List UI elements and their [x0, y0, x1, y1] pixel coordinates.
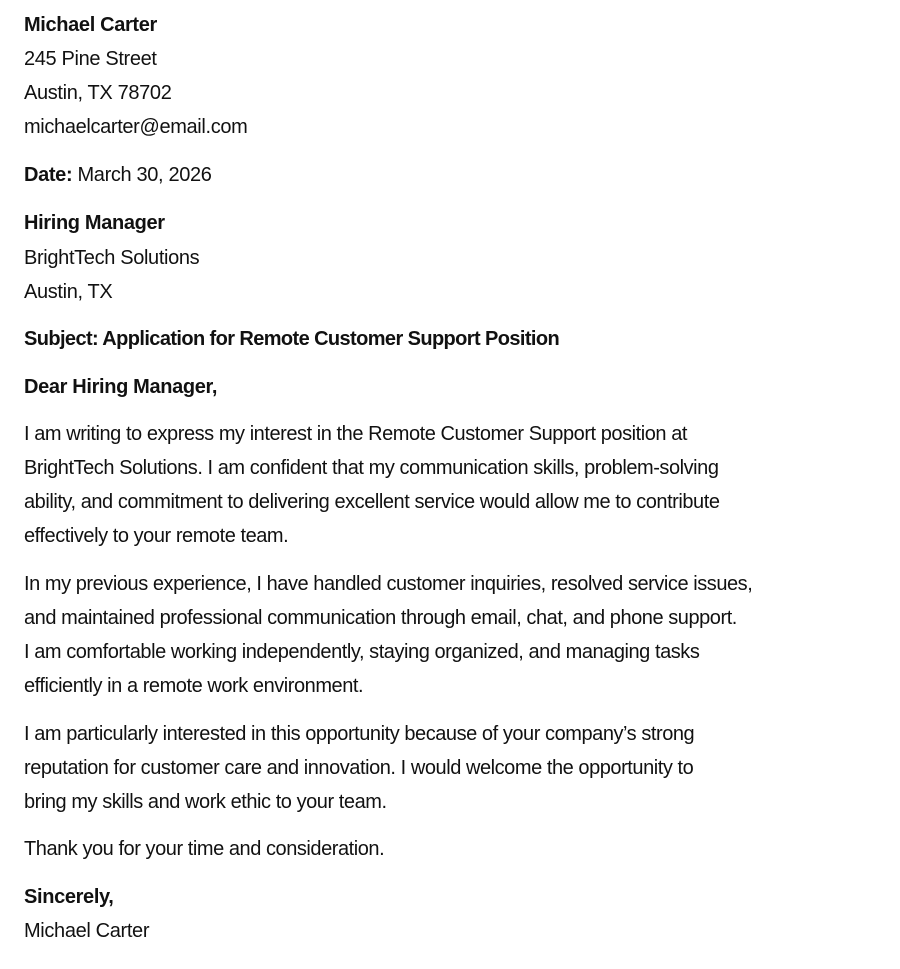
salutation: Dear Hiring Manager,	[24, 376, 218, 398]
sender-email: michaelcarter@email.com	[24, 116, 248, 138]
paragraph-line: I am writing to express my interest in the Remote Customer Support position at	[24, 423, 687, 445]
paragraph-line: effectively to your remote team.	[24, 525, 289, 547]
paragraph-line: In my previous experience, I have handled customer inquiries, resolved service issues,	[24, 573, 753, 595]
subject-line: Subject: Application for Remote Customer Support Position	[24, 328, 560, 350]
sender-city-state-zip: Austin, TX 78702	[24, 82, 172, 104]
paragraph-line: and maintained professional communication through email, chat, and phone support.	[24, 607, 737, 629]
paragraph-line: efficiently in a remote work environment.	[24, 675, 364, 697]
paragraph-line: I am comfortable working independently, staying organized, and managing tasks	[24, 641, 700, 663]
paragraph-line: bring my skills and work ethic to your team.	[24, 791, 387, 813]
date-label: Date:	[24, 164, 73, 186]
paragraph-line: Thank you for your time and consideration.	[24, 838, 385, 860]
date-line	[24, 162, 212, 188]
recipient-title: Hiring Manager	[24, 212, 165, 234]
date-value: March 30, 2026	[77, 164, 212, 186]
recipient-city-state: Austin, TX	[24, 281, 113, 303]
sender-name: Michael Carter	[24, 14, 157, 36]
paragraph-line: reputation for customer care and innovation. I would welcome the opportunity to	[24, 757, 694, 779]
closing-valediction: Sincerely,	[24, 886, 114, 908]
sender-street: 245 Pine Street	[24, 48, 157, 70]
paragraph-line: ability, and commitment to delivering excellent service would allow me to contribute	[24, 491, 720, 513]
closing-signature: Michael Carter	[24, 920, 150, 942]
paragraph-line: BrightTech Solutions. I am confident that my communication skills, problem-solving	[24, 457, 719, 479]
recipient-company: BrightTech Solutions	[24, 247, 200, 269]
paragraph-line: I am particularly interested in this opportunity because of your company’s strong	[24, 723, 695, 745]
